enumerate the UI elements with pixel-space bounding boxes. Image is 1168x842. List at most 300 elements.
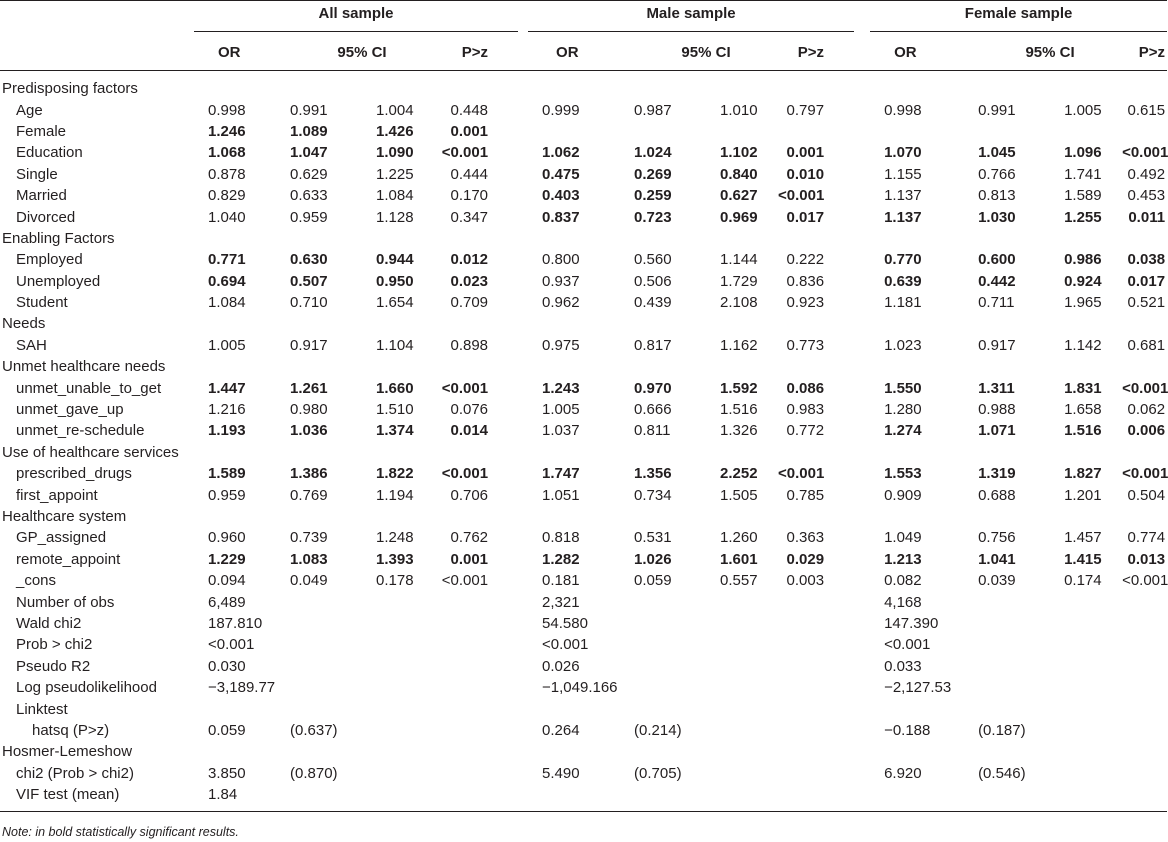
table-row — [0, 720, 1167, 741]
ci-lower: 0.991 — [290, 101, 328, 119]
stat-value: 187.810 — [208, 614, 263, 632]
group-header-female: Female sample — [870, 5, 1167, 32]
table-row — [0, 142, 1167, 163]
ci-lower: 0.049 — [290, 572, 328, 590]
col-ci: 95% CI — [978, 35, 1122, 71]
row-label: Student — [16, 294, 68, 312]
group-header-male: Male sample — [528, 5, 854, 32]
row-label: unmet_re-schedule — [16, 422, 145, 440]
row-label: Number of obs — [16, 593, 115, 611]
p-value: 0.773 — [786, 336, 825, 354]
table-row — [0, 335, 1167, 356]
table-row — [0, 377, 1167, 398]
ci-upper: 0.969 — [720, 208, 758, 226]
odds-ratio: 0.960 — [208, 529, 246, 547]
stat-paren-value — [978, 591, 1054, 612]
ci-lower: 0.039 — [978, 572, 1016, 590]
p-value: 0.001 — [786, 144, 825, 162]
ci-upper: 1.010 — [720, 101, 758, 119]
ci-upper: 1.592 — [720, 379, 758, 397]
row-label: Single — [16, 165, 58, 183]
ci-lower: 0.811 — [634, 422, 671, 440]
stat-value — [870, 698, 978, 719]
odds-ratio: 1.155 — [884, 165, 922, 183]
p-value: 0.086 — [786, 379, 825, 397]
ci-lower: 0.439 — [634, 294, 672, 312]
ci-lower: 1.083 — [290, 550, 328, 568]
p-value: 0.772 — [786, 422, 825, 440]
ci-upper: 1.822 — [376, 465, 414, 483]
odds-ratio: 0.800 — [542, 251, 580, 269]
stat-value: 2,321 — [542, 593, 580, 611]
stat-value: 0.059 — [208, 721, 246, 739]
row-label: VIF test (mean) — [0, 784, 194, 812]
p-value: 0.170 — [450, 187, 489, 205]
ci-upper: 0.924 — [1064, 272, 1102, 290]
table-body — [0, 71, 1167, 812]
p-value: <0.001 — [441, 572, 489, 590]
p-value: <0.001 — [778, 187, 825, 205]
p-value: 0.504 — [1127, 486, 1166, 504]
stat-value: 147.390 — [884, 614, 939, 632]
stat-paren-value — [290, 656, 366, 677]
p-value: 0.062 — [1127, 401, 1166, 419]
section-row — [0, 313, 1167, 334]
stat-paren-value — [290, 784, 366, 812]
ci-upper: 1.658 — [1064, 401, 1102, 419]
ci-lower: 1.261 — [290, 379, 328, 397]
odds-ratio: 0.837 — [542, 208, 580, 226]
stat-paren-value: (0.637) — [290, 721, 338, 739]
odds-ratio: 1.213 — [884, 550, 922, 568]
odds-ratio: 0.998 — [208, 101, 246, 119]
row-label: Employed — [16, 251, 83, 269]
ci-lower: 1.356 — [634, 465, 672, 483]
p-value: 0.013 — [1127, 550, 1166, 568]
p-value: 0.444 — [450, 165, 489, 183]
ci-lower: 0.987 — [634, 101, 672, 119]
p-value: <0.001 — [441, 144, 489, 162]
ci-upper: 2.108 — [720, 294, 758, 312]
section-row — [0, 71, 1167, 100]
odds-ratio: 1.280 — [884, 401, 922, 419]
ci-upper: 1.516 — [1064, 422, 1102, 440]
odds-ratio: 1.040 — [208, 208, 246, 226]
table-row — [0, 570, 1167, 591]
table-row — [0, 399, 1167, 420]
odds-ratio: 1.005 — [542, 401, 580, 419]
stat-paren-value: (0.705) — [634, 764, 682, 782]
table-row — [0, 527, 1167, 548]
p-value: <0.001 — [778, 465, 825, 483]
table-row — [0, 206, 1167, 227]
row-label: chi2 (Prob > chi2) — [16, 764, 134, 782]
row-label: unmet_unable_to_get — [16, 379, 162, 397]
ci-upper: 1.831 — [1064, 379, 1102, 397]
row-label: remote_appoint — [16, 550, 121, 568]
table-row — [0, 763, 1167, 784]
odds-ratio: 1.049 — [884, 529, 922, 547]
ci-upper: 1.601 — [720, 550, 758, 568]
odds-ratio: 0.475 — [542, 165, 580, 183]
odds-ratio: 1.447 — [208, 379, 246, 397]
ci-upper: 1.102 — [720, 144, 758, 162]
ci-upper: 1.827 — [1064, 465, 1102, 483]
stat-value: 4,168 — [884, 593, 922, 611]
ci-upper: 1.965 — [1064, 294, 1102, 312]
odds-ratio: 1.274 — [884, 422, 922, 440]
row-label: first_appoint — [16, 486, 98, 504]
ci-upper: 1.660 — [376, 379, 414, 397]
ci-upper: 2.252 — [720, 465, 758, 483]
group-header-all: All sample — [194, 5, 518, 32]
ci-lower: 0.723 — [634, 208, 672, 226]
row-label: Pseudo R2 — [16, 657, 91, 675]
ci-lower: 0.711 — [978, 294, 1015, 312]
stat-paren-value — [290, 613, 366, 634]
stat-value: <0.001 — [542, 636, 589, 654]
p-value: <0.001 — [441, 465, 489, 483]
ci-lower: 0.917 — [290, 336, 328, 354]
ci-upper: 0.174 — [1064, 572, 1102, 590]
table-row — [0, 698, 1167, 719]
ci-lower — [634, 121, 710, 142]
ci-upper: 0.178 — [376, 572, 414, 590]
section-label: Use of healthcare services — [2, 443, 179, 461]
p-value: 0.222 — [786, 251, 825, 269]
odds-ratio: 1.023 — [884, 336, 922, 354]
table-row — [0, 292, 1167, 313]
section-row — [0, 228, 1167, 249]
ci-upper: 0.840 — [720, 165, 758, 183]
ci-upper: 1.654 — [376, 294, 414, 312]
odds-ratio: 0.909 — [884, 486, 922, 504]
ci-lower: 0.633 — [290, 187, 328, 205]
odds-ratio — [528, 121, 634, 142]
odds-ratio: 1.747 — [542, 465, 580, 483]
column-header-row — [0, 35, 1167, 71]
p-value: 0.012 — [450, 251, 489, 269]
ci-upper: 0.557 — [720, 572, 758, 590]
odds-ratio: 1.037 — [542, 422, 580, 440]
p-value: <0.001 — [441, 379, 489, 397]
p-value — [778, 121, 854, 142]
stat-paren-value — [290, 591, 366, 612]
ci-upper: 1.084 — [376, 187, 414, 205]
row-label: Linktest — [16, 700, 68, 718]
ci-upper: 1.589 — [1064, 187, 1102, 205]
odds-ratio: 1.070 — [884, 144, 922, 162]
odds-ratio: 0.082 — [884, 572, 922, 590]
stat-paren-value — [634, 656, 710, 677]
ci-upper: 1.505 — [720, 486, 758, 504]
ci-upper: 1.393 — [376, 550, 414, 568]
stat-value: 0.033 — [884, 657, 922, 675]
row-label: Married — [16, 187, 67, 205]
stat-value — [870, 784, 978, 812]
stat-value — [194, 698, 290, 719]
section-row — [0, 442, 1167, 463]
stat-value: −2,127.53 — [884, 679, 952, 697]
ci-lower: 0.959 — [290, 208, 328, 226]
ci-lower: 0.531 — [634, 529, 672, 547]
p-value: 0.001 — [450, 122, 489, 140]
odds-ratio: 1.550 — [884, 379, 922, 397]
stat-value — [528, 698, 634, 719]
stat-value: 1.84 — [194, 784, 290, 812]
row-label: Female — [16, 122, 67, 140]
p-value: <0.001 — [1122, 144, 1168, 162]
row-label: SAH — [16, 336, 47, 354]
p-value: 0.076 — [450, 401, 489, 419]
ci-lower: 0.710 — [290, 294, 328, 312]
p-value: 0.898 — [450, 336, 489, 354]
section-label: Hosmer-Lemeshow — [2, 743, 133, 761]
ci-upper — [1054, 121, 1122, 142]
stat-paren-value: (0.870) — [290, 764, 338, 782]
row-label: prescribed_drugs — [16, 465, 132, 483]
ci-upper: 1.415 — [1064, 550, 1102, 568]
p-value: 0.774 — [1127, 529, 1166, 547]
table-row — [0, 656, 1167, 677]
ci-lower: 0.970 — [634, 379, 672, 397]
ci-upper: 1.741 — [1064, 165, 1102, 183]
ci-upper — [710, 121, 778, 142]
table-row — [0, 591, 1167, 612]
ci-lower: 1.071 — [978, 422, 1016, 440]
p-value: 0.521 — [1127, 294, 1166, 312]
table-row — [0, 549, 1167, 570]
col-ci: 95% CI — [290, 35, 434, 71]
ci-upper: 1.142 — [1064, 336, 1102, 354]
table-row — [0, 185, 1167, 206]
odds-ratio: 0.999 — [542, 101, 580, 119]
ci-upper: 1.516 — [720, 401, 758, 419]
stat-paren-value: (0.546) — [978, 764, 1026, 782]
p-value: 0.347 — [450, 208, 489, 226]
ci-upper: 0.944 — [376, 251, 414, 269]
stat-value: −1,049.166 — [542, 679, 618, 697]
section-label: Healthcare system — [2, 508, 127, 525]
ci-upper: 1.201 — [1064, 486, 1102, 504]
ci-upper: 1.510 — [376, 401, 414, 419]
p-value: 0.785 — [786, 486, 825, 504]
ci-upper: 1.457 — [1064, 529, 1102, 547]
p-value: 0.003 — [786, 572, 825, 590]
ci-lower: 0.600 — [978, 251, 1016, 269]
ci-lower: 0.917 — [978, 336, 1016, 354]
odds-ratio: 1.062 — [542, 144, 580, 162]
stat-paren-value — [634, 698, 710, 719]
col-p: P>z — [434, 35, 518, 71]
odds-ratio: 1.246 — [208, 122, 246, 140]
group-header-row — [0, 1, 1167, 36]
ci-lower: 1.311 — [978, 379, 1015, 397]
odds-ratio: 0.975 — [542, 336, 580, 354]
odds-ratio: 0.181 — [542, 572, 580, 590]
col-or: OR — [528, 35, 634, 71]
p-value: 0.017 — [1127, 272, 1166, 290]
ci-lower: 0.980 — [290, 401, 328, 419]
col-p: P>z — [778, 35, 854, 71]
section-label: Predisposing factors — [2, 80, 138, 98]
stat-value: 5.490 — [542, 764, 580, 782]
odds-ratio: 1.137 — [884, 187, 922, 205]
stat-paren-value — [978, 677, 1054, 698]
table-row — [0, 99, 1167, 120]
stat-paren-value — [290, 677, 366, 698]
stat-value: 6,489 — [208, 593, 246, 611]
section-row — [0, 741, 1167, 762]
ci-upper: 1.225 — [376, 165, 414, 183]
p-value: 0.448 — [450, 101, 489, 119]
stat-value: <0.001 — [884, 636, 931, 654]
row-label: _cons — [16, 572, 57, 590]
p-value: 0.453 — [1127, 187, 1166, 205]
stat-paren-value — [290, 634, 366, 655]
p-value: 0.615 — [1127, 101, 1166, 119]
p-value: 0.363 — [786, 529, 825, 547]
stat-paren-value — [978, 634, 1054, 655]
row-label: Log pseudolikelihood — [16, 679, 157, 697]
ci-lower: 0.560 — [634, 251, 672, 269]
col-p: P>z — [1122, 35, 1167, 71]
ci-upper: 0.986 — [1064, 251, 1102, 269]
stat-paren-value: (0.214) — [634, 721, 682, 739]
p-value: 0.797 — [786, 101, 825, 119]
section-label: Needs — [2, 315, 46, 333]
stat-paren-value — [978, 784, 1054, 812]
ci-lower: 0.766 — [978, 165, 1016, 183]
row-label: Divorced — [16, 208, 76, 226]
p-value: 0.017 — [786, 208, 825, 226]
ci-upper: 1.194 — [376, 486, 414, 504]
ci-lower: 1.026 — [634, 550, 672, 568]
ci-upper: 1.128 — [376, 208, 414, 226]
p-value: 0.983 — [786, 401, 825, 419]
table-row — [0, 634, 1167, 655]
odds-ratio: 0.818 — [542, 529, 580, 547]
table-row — [0, 784, 1167, 812]
ci-upper: 0.950 — [376, 272, 414, 290]
p-value: 0.709 — [450, 294, 489, 312]
ci-lower: 1.319 — [978, 465, 1016, 483]
ci-upper: 1.260 — [720, 529, 758, 547]
ci-lower: 0.666 — [634, 401, 672, 419]
ci-upper: 1.255 — [1064, 208, 1102, 226]
ci-upper: 1.729 — [720, 272, 758, 290]
stat-paren-value — [978, 698, 1054, 719]
row-label: Prob > chi2 — [16, 636, 93, 654]
ci-lower: 0.630 — [290, 251, 328, 269]
odds-ratio: 1.229 — [208, 550, 246, 568]
ci-upper: 1.144 — [720, 251, 758, 269]
ci-lower: 1.047 — [290, 144, 328, 162]
odds-ratio: 1.137 — [884, 208, 922, 226]
p-value: 0.011 — [1128, 208, 1166, 226]
odds-ratio: 1.282 — [542, 550, 580, 568]
ci-lower: 0.507 — [290, 272, 328, 290]
p-value: <0.001 — [1122, 572, 1168, 590]
stat-paren-value — [634, 613, 710, 634]
ci-lower: 1.089 — [290, 122, 328, 140]
odds-ratio: 0.829 — [208, 187, 246, 205]
section-label: Enabling Factors — [2, 229, 115, 247]
p-value — [1122, 121, 1167, 142]
ci-lower: 1.386 — [290, 465, 328, 483]
ci-lower: 0.442 — [978, 272, 1016, 290]
p-value: <0.001 — [1122, 379, 1168, 397]
stat-paren-value — [978, 613, 1054, 634]
ci-lower: 0.506 — [634, 272, 672, 290]
stat-value — [528, 784, 634, 812]
table-row — [0, 271, 1167, 292]
odds-ratio: 1.181 — [884, 294, 922, 312]
ci-lower: 0.991 — [978, 101, 1016, 119]
odds-ratio: 1.051 — [542, 486, 580, 504]
ci-lower: 0.629 — [290, 165, 328, 183]
table-row — [0, 613, 1167, 634]
odds-ratio: 0.094 — [208, 572, 246, 590]
stat-paren-value: (0.187) — [978, 721, 1026, 739]
ci-lower: 0.756 — [978, 529, 1016, 547]
p-value: 0.014 — [450, 422, 489, 440]
odds-ratio: 1.084 — [208, 294, 246, 312]
section-label: Unmet healthcare needs — [2, 358, 166, 376]
p-value: 0.492 — [1127, 165, 1166, 183]
ci-lower: 0.813 — [978, 187, 1016, 205]
section-row — [0, 356, 1167, 377]
ci-upper: 1.248 — [376, 529, 414, 547]
row-label: Education — [16, 144, 83, 162]
ci-upper: 1.104 — [376, 336, 414, 354]
table-row — [0, 420, 1167, 441]
col-or: OR — [870, 35, 978, 71]
p-value: 0.029 — [786, 550, 825, 568]
stat-value: 54.580 — [542, 614, 588, 632]
stat-value: 0.264 — [542, 721, 580, 739]
ci-lower: 0.259 — [634, 187, 672, 205]
p-value: 0.006 — [1127, 422, 1166, 440]
stat-paren-value — [634, 677, 710, 698]
odds-ratio: 0.639 — [884, 272, 922, 290]
stat-value: 6.920 — [884, 764, 922, 782]
ci-lower: 0.988 — [978, 401, 1016, 419]
p-value: 0.681 — [1127, 336, 1166, 354]
row-label: hatsq (P>z) — [32, 721, 110, 739]
table-row — [0, 677, 1167, 698]
stat-value: −3,189.77 — [208, 679, 276, 697]
ci-lower: 1.041 — [978, 550, 1016, 568]
ci-lower: 0.269 — [634, 165, 672, 183]
section-row — [0, 506, 1167, 527]
ci-lower: 0.059 — [634, 572, 672, 590]
ci-upper: 1.096 — [1064, 144, 1102, 162]
col-ci: 95% CI — [634, 35, 778, 71]
col-or: OR — [194, 35, 290, 71]
odds-ratio: 1.216 — [208, 401, 246, 419]
odds-ratio: 1.005 — [208, 336, 246, 354]
odds-ratio: 1.193 — [208, 422, 246, 440]
p-value: 0.001 — [450, 550, 489, 568]
ci-upper: 1.326 — [720, 422, 758, 440]
stat-paren-value — [634, 634, 710, 655]
ci-lower: 0.688 — [978, 486, 1016, 504]
odds-ratio: 1.553 — [884, 465, 922, 483]
table-row — [0, 463, 1167, 484]
table-row — [0, 121, 1167, 142]
ci-upper: 1.004 — [376, 101, 414, 119]
